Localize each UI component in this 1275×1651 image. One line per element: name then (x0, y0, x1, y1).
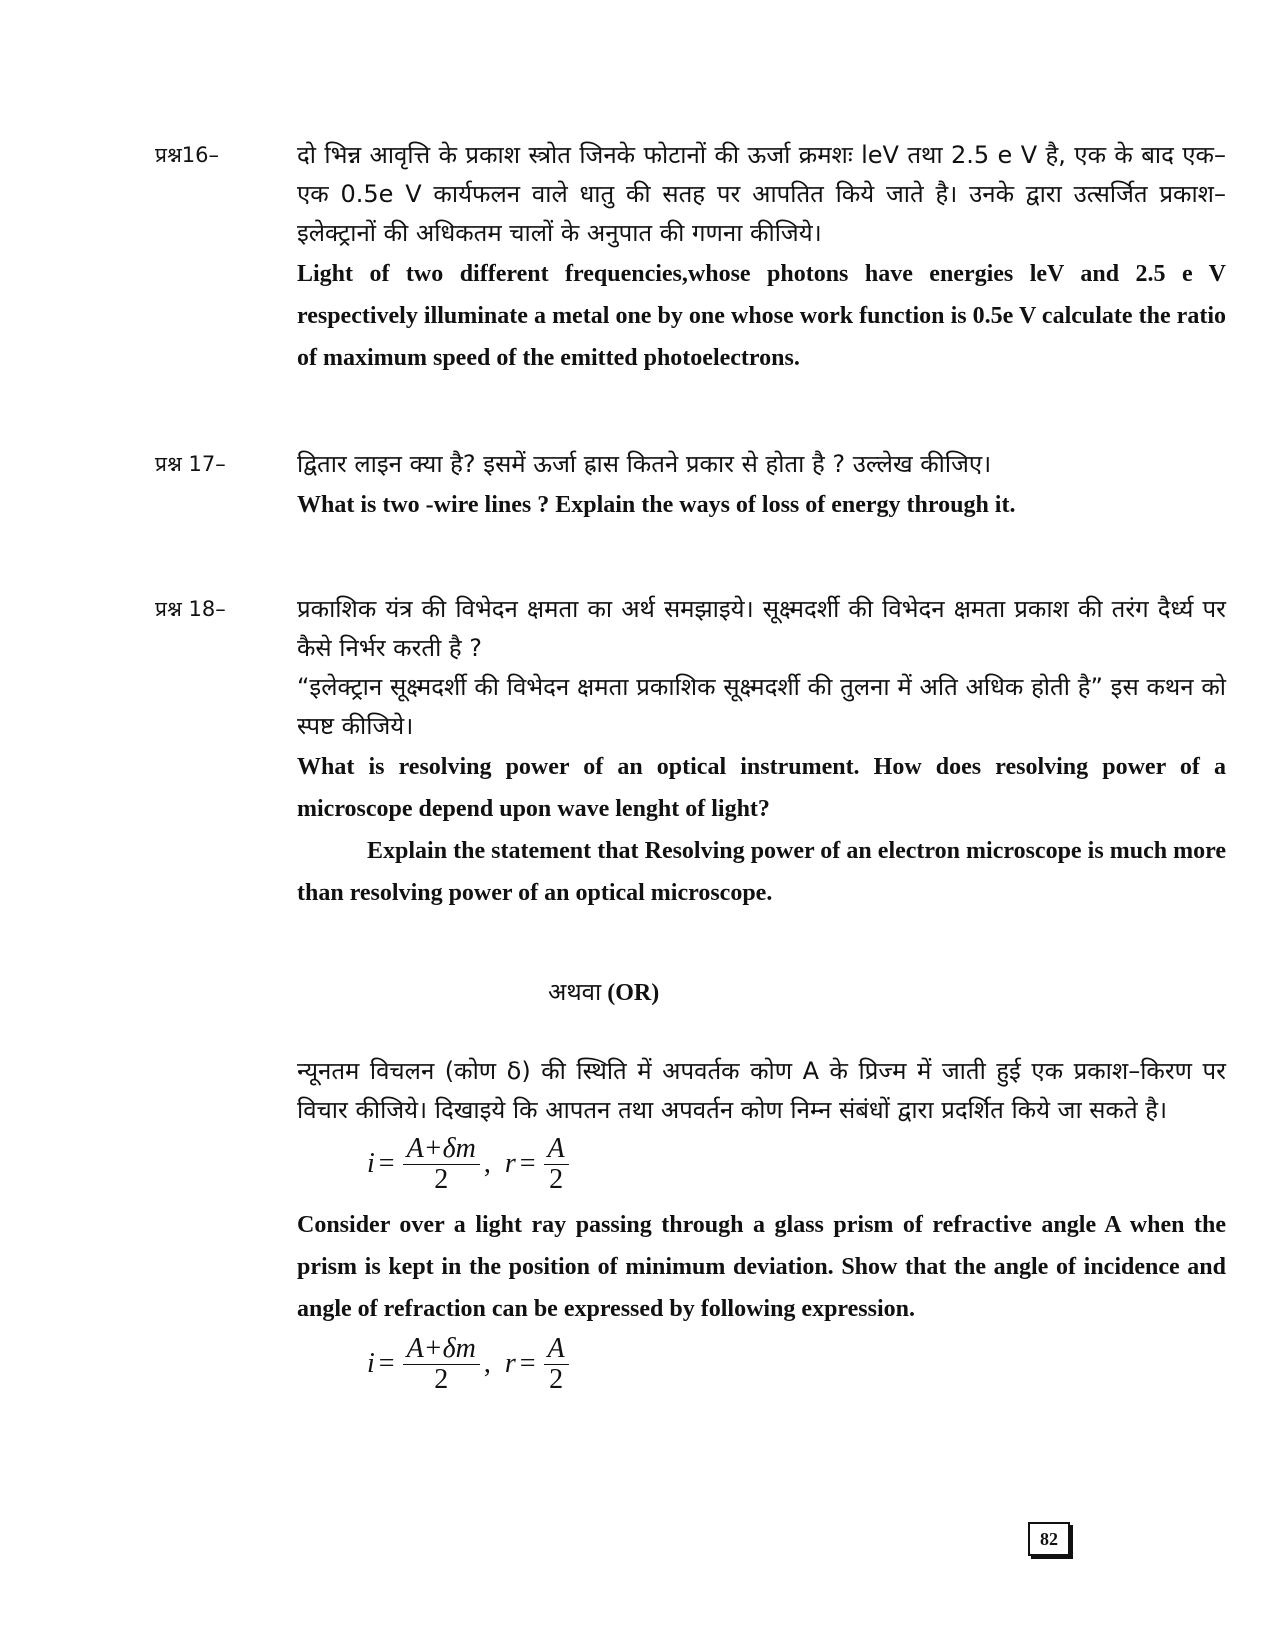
or-question-hindi: न्यूनतम विचलन (कोण δ) की स्थिति में अपवर्तक कोण A के प्रिज्म में जाती हुई एक प्रकाश–किरण पर विचार कीजिये। दिखाइये कि आपतन तथा अपवर्तन कोण निम्न संबंधों द्वारा प्रदर्शित किये जा सकते है। (297, 1057, 1226, 1124)
or-divider-english: (OR) (607, 980, 660, 1006)
question-16-english: Light of two different frequencies,whose photons have energies leV and 2.5 e V respectively illuminate a metal one by one whose work function is 0.5e V calculate the ratio of maximum speed of the emitted photoelectrons. (297, 261, 1226, 371)
or-divider-hindi: अथवा (548, 978, 602, 1006)
or-question (297, 1052, 1226, 1398)
fraction-numerator: A (544, 1334, 569, 1365)
formula-comma: , (483, 1148, 491, 1179)
fraction-denominator: 2 (549, 1163, 564, 1195)
formula-r: r (504, 1148, 516, 1179)
formula-r: r (504, 1348, 516, 1379)
fraction-denominator: 2 (434, 1363, 449, 1395)
fraction-r (544, 1134, 569, 1195)
question-17-english: What is two -wire lines ? Explain the ways of loss of energy through it. (297, 492, 1016, 518)
question-17-hindi: द्वितार लाइन क्या है? इसमें ऊर्जा ह्रास कितने प्रकार से होता है ? उल्लेख कीजिए। (297, 450, 992, 478)
question-18-hindi-1: प्रकाशिक यंत्र की विभेदन क्षमता का अर्थ समझाइये। सूक्ष्मदर्शी की विभेदन क्षमता प्रकाश की तरंग दैर्ध्य पर कैसे निर्भर करती है ? (297, 595, 1226, 662)
question-18-english-1: What is resolving power of an optical instrument. How does resolving power of a microscope depend upon wave lenght of light? (297, 754, 1226, 822)
or-divider (548, 975, 659, 1008)
page-number: 82 (1028, 1522, 1070, 1556)
question-18-hindi-2: “इलेक्ट्रान सूक्ष्मदर्शी की विभेदन क्षमता प्रकाशिक सूक्ष्मदर्शी की तुलना में अति अधिक होती है” इस कथन को स्पष्ट कीजिये। (297, 673, 1226, 740)
formula-2 (367, 1330, 1226, 1398)
fraction-i (403, 1334, 480, 1395)
formula-equals: = (378, 1148, 395, 1179)
formula-equals: = (519, 1148, 536, 1179)
fraction-numerator: A+δm (403, 1134, 480, 1165)
formula-i: i (367, 1348, 375, 1379)
fraction-denominator: 2 (549, 1363, 564, 1395)
question-17-label: प्रश्न 17– (155, 452, 226, 476)
or-question-english: Consider over a light ray passing through a glass prism of refractive angle A when the prism is kept in the position of minimum deviation. Show that the angle of incidence and angle of refraction can be expressed by following expression. (297, 1212, 1226, 1322)
question-18-label: प्रश्न 18– (155, 597, 226, 621)
question-16-hindi: दो भिन्न आवृत्ति के प्रकाश स्त्रोत जिनके फोटानों की ऊर्जा क्रमशः leV तथा 2.5 e V है, एक के बाद एक–एक 0.5e V कार्यफलन वाले धातु की सतह पर आपतित किये जाते है। उनके द्वारा उत्सर्जित प्रकाश–इलेक्ट्रानों की अधिकतम चालों के अनुपात की गणना कीजिये। (297, 141, 1226, 247)
formula-equals: = (378, 1348, 395, 1379)
formula-comma: , (483, 1348, 491, 1379)
fraction-i (403, 1134, 480, 1195)
formula-i: i (367, 1148, 375, 1179)
fraction-denominator: 2 (434, 1163, 449, 1195)
formula-equals: = (519, 1348, 536, 1379)
question-18-english-2: Explain the statement that Resolving power of an electron microscope is much more than resolving power of an optical microscope. (297, 838, 1226, 906)
question-16-label: प्रश्न16– (155, 143, 220, 167)
formula-1 (367, 1130, 1226, 1198)
fraction-numerator: A+δm (403, 1334, 480, 1365)
fraction-r (544, 1334, 569, 1395)
fraction-numerator: A (544, 1134, 569, 1165)
